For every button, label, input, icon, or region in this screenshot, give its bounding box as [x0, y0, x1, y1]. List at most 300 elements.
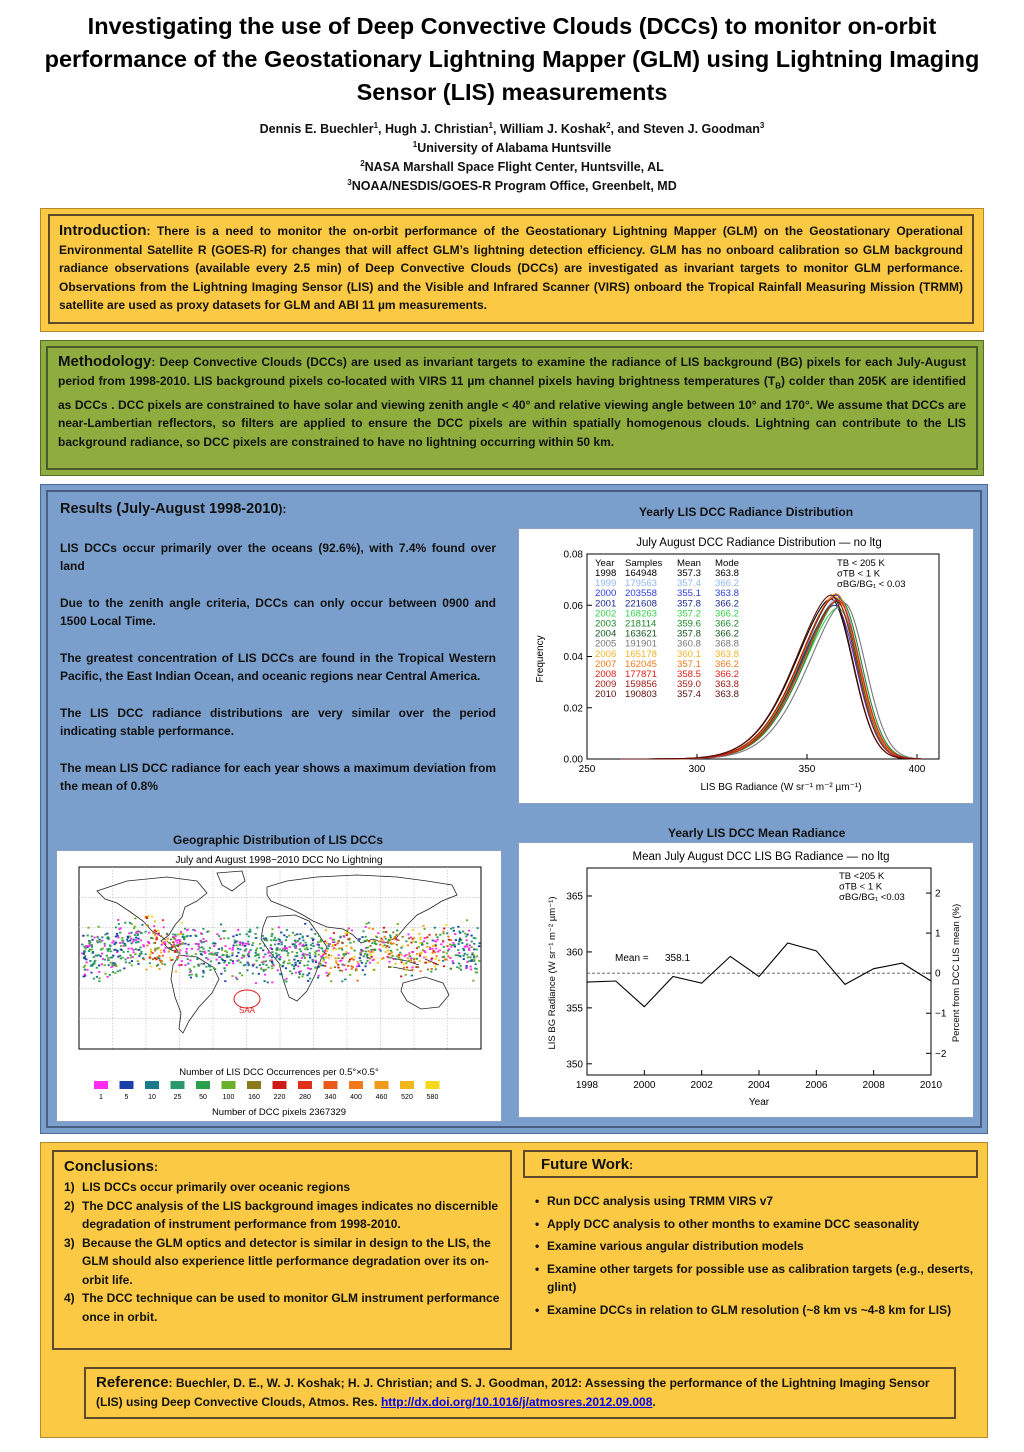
dcc-pixel [256, 948, 258, 950]
dcc-pixel [89, 942, 91, 944]
dcc-pixel [162, 955, 164, 957]
dcc-pixel [209, 969, 211, 971]
dcc-pixel [101, 963, 103, 965]
dcc-pixel [98, 954, 100, 956]
dcc-pixel [380, 938, 382, 940]
dcc-pixel [469, 956, 471, 958]
dcc-pixel [466, 939, 468, 941]
dcc-pixel [299, 948, 301, 950]
legend-swatch [298, 1081, 312, 1089]
dcc-pixel [234, 942, 236, 944]
dcc-pixel [470, 969, 472, 971]
dcc-pixel [376, 936, 378, 938]
dcc-pixel [478, 942, 480, 944]
dcc-pixel [307, 961, 309, 963]
dcc-pixel [140, 951, 142, 953]
dcc-pixel [413, 937, 415, 939]
dcc-pixel [359, 960, 361, 962]
dcc-pixel [322, 965, 324, 967]
dcc-pixel [359, 957, 361, 959]
dcc-pixel [107, 976, 109, 978]
x-axis-label: LIS BG Radiance (W sr⁻¹ m⁻² µm⁻¹) [700, 782, 862, 793]
dcc-pixel [346, 945, 348, 947]
dcc-pixel [255, 937, 257, 939]
dcc-pixel [259, 943, 261, 945]
dcc-pixel [458, 955, 460, 957]
dcc-pixel [419, 939, 421, 941]
dcc-pixel [287, 952, 289, 954]
dcc-pixel [354, 950, 356, 952]
y-tick-label: 355 [566, 1003, 583, 1015]
dcc-pixel [186, 953, 188, 955]
dcc-pixel [228, 962, 230, 964]
result-item: The mean LIS DCC radiance for each year shows a maximum deviation from the mean of 0.8% [60, 760, 496, 793]
dcc-pixel [162, 919, 164, 921]
dcc-pixel [386, 945, 388, 947]
dcc-pixel [91, 965, 93, 967]
dcc-pixel [294, 943, 296, 945]
dcc-pixel [409, 955, 411, 957]
dcc-pixel [309, 957, 311, 959]
dcc-pixel [158, 958, 160, 960]
dcc-pixel [442, 960, 444, 962]
dcc-pixel [104, 943, 106, 945]
dcc-pixel [458, 943, 460, 945]
dcc-pixel [314, 955, 316, 957]
dcc-pixel [388, 939, 390, 941]
dcc-pixel [299, 933, 301, 935]
author-line: Dennis E. Buechler$^1$, Hugh J. Christian$^1$, William J. Koshak$^2$, and Steven J. Goodman$^3$ [259, 120, 765, 136]
dcc-pixel [476, 956, 478, 958]
dcc-pixel [395, 963, 397, 965]
dcc-pixel [271, 956, 273, 958]
y2-tick-label: −1 [935, 1008, 947, 1020]
dcc-pixel [320, 939, 322, 941]
dcc-pixel [431, 948, 433, 950]
dcc-pixel [372, 959, 374, 961]
dcc-pixel [398, 957, 400, 959]
dcc-pixel [176, 945, 178, 947]
dcc-pixel [104, 964, 106, 966]
dcc-pixel [324, 941, 326, 943]
dcc-pixel [330, 980, 332, 982]
dcc-pixel [272, 954, 274, 956]
dcc-pixel [271, 935, 273, 937]
dcc-pixel [450, 968, 452, 970]
dcc-pixel [221, 954, 223, 956]
dcc-pixel [394, 936, 396, 938]
dcc-pixel [449, 957, 451, 959]
dcc-pixel [121, 937, 123, 939]
filter-text: σTB < 1 K [837, 568, 881, 580]
dcc-pixel [432, 952, 434, 954]
dcc-pixel [435, 941, 437, 943]
dcc-pixel [218, 962, 220, 964]
dcc-pixel [166, 933, 168, 935]
dcc-pixel [330, 955, 332, 957]
dcc-pixel [329, 943, 331, 945]
aff-sup: 3 [347, 177, 352, 187]
dcc-pixel [279, 973, 281, 975]
dcc-pixel [446, 932, 448, 934]
results-heading-end: ): [278, 502, 287, 516]
dcc-pixel [262, 935, 264, 937]
y2-axis-label: Percent from DCC LIS mean (%) [951, 903, 962, 1043]
dcc-pixel [381, 939, 383, 941]
dcc-pixel [452, 927, 454, 929]
dcc-pixel [270, 944, 272, 946]
dcc-pixel [473, 949, 475, 951]
dcc-pixel [119, 932, 121, 934]
dcc-pixel [184, 928, 186, 930]
author-sup: 1 [488, 120, 493, 130]
conclusions-box [52, 1150, 512, 1350]
dcc-pixel [232, 960, 234, 962]
conclusion-item [64, 1178, 500, 1197]
dcc-pixel [275, 957, 277, 959]
legend-entry-2004: 2004 [595, 628, 617, 640]
dcc-pixel [402, 936, 404, 938]
dcc-pixel [305, 942, 307, 944]
dcc-pixel [126, 939, 128, 941]
legend-entry-1999: 357.4 [677, 578, 702, 590]
conclusion-item [64, 1197, 500, 1234]
y-axis-label: LIS BG Radiance (W sr⁻¹ m⁻² µm⁻¹) [547, 896, 558, 1050]
dcc-pixel [413, 959, 415, 961]
dcc-pixel [173, 946, 175, 948]
reference-text [96, 1373, 944, 1412]
dcc-pixel [150, 966, 152, 968]
x-axis-label: Year [748, 1097, 770, 1108]
legend-value: 100 [222, 1094, 235, 1101]
dcc-pixel [154, 930, 156, 932]
dcc-pixel [318, 947, 320, 949]
legend-value: 50 [199, 1094, 207, 1101]
dcc-pixel [216, 954, 218, 956]
dcc-pixel [210, 953, 212, 955]
author-and: , and [610, 122, 640, 136]
dcc-pixel [360, 954, 362, 956]
dcc-pixel [119, 942, 121, 944]
dcc-pixel [327, 975, 329, 977]
dcc-pixel [398, 954, 400, 956]
dcc-pixel [317, 941, 319, 943]
legend-header: Year [595, 558, 615, 569]
dcc-pixel [368, 922, 370, 924]
distribution-caption: Yearly LIS DCC Radiance Distribution [638, 505, 854, 519]
dcc-pixel [149, 954, 151, 956]
dcc-pixel [95, 955, 97, 957]
dcc-pixel [396, 930, 398, 932]
dcc-pixel [174, 934, 176, 936]
dcc-pixel [94, 960, 96, 962]
dcc-pixel [108, 938, 110, 940]
dcc-pixel [442, 941, 444, 943]
dcc-pixel [390, 942, 392, 944]
legend-entry-2008: 2008 [595, 669, 617, 680]
legend-entry-2008: 366.2 [715, 669, 740, 680]
dcc-pixel [154, 921, 156, 923]
dcc-pixel [368, 941, 370, 943]
dcc-pixel [408, 937, 410, 939]
dcc-pixel [367, 957, 369, 959]
dcc-pixel [437, 939, 439, 941]
reference-link[interactable]: http://dx.doi.org/10.1016/j/atmosres.2012.09.008 [380, 1395, 653, 1409]
dcc-pixel [448, 939, 450, 941]
dcc-pixel [220, 924, 222, 926]
dcc-pixel [202, 951, 204, 953]
dcc-pixel [112, 971, 114, 973]
dcc-pixel [362, 930, 364, 932]
dcc-pixel [434, 927, 436, 929]
geo-map-svg [57, 851, 501, 1121]
conclusions-list [64, 1178, 500, 1326]
dcc-pixel [167, 938, 169, 940]
dcc-pixel [449, 944, 451, 946]
legend-entry-2007: 357.1 [677, 658, 702, 670]
filter-text: σBG/BG₁ < 0.03 [837, 579, 906, 590]
dcc-pixel [107, 936, 109, 938]
dcc-pixel [189, 960, 191, 962]
dcc-pixel [269, 960, 271, 962]
dcc-pixel [149, 962, 151, 964]
y-tick-label: 0.02 [563, 703, 583, 715]
dcc-pixel [366, 947, 368, 949]
mean-caption: Yearly LIS DCC Mean Radiance [668, 826, 846, 840]
dcc-pixel [177, 939, 179, 941]
dcc-pixel [435, 948, 437, 950]
aff-sup: 2 [360, 158, 365, 168]
legend-entry-2000: 363.8 [715, 588, 740, 600]
dcc-pixel [249, 929, 251, 931]
dcc-pixel [334, 966, 336, 968]
dcc-pixel [405, 940, 407, 942]
legend-swatch [145, 1081, 159, 1089]
legend-entry-1999: 366.2 [715, 578, 740, 590]
dcc-pixel [169, 957, 171, 959]
dcc-pixel [477, 927, 479, 929]
legend-entry-2005: 191901 [625, 638, 658, 650]
dcc-pixel [462, 948, 464, 950]
legend-value: 340 [324, 1094, 337, 1101]
dcc-pixel [177, 952, 179, 954]
dcc-pixel [312, 961, 314, 963]
dcc-pixel [101, 953, 103, 955]
legend-swatch [324, 1081, 338, 1089]
dcc-pixel [135, 939, 137, 941]
dcc-pixel [187, 944, 189, 946]
dcc-pixel [468, 949, 470, 951]
dcc-pixel [325, 929, 327, 931]
x-tick-label: 2004 [747, 1080, 771, 1091]
legend-entry-2007: 366.2 [715, 658, 740, 670]
dcc-pixel [353, 941, 355, 943]
dcc-pixel [285, 967, 287, 969]
dcc-pixel [110, 962, 112, 964]
dcc-pixel [429, 948, 431, 950]
dcc-pixel [400, 976, 402, 978]
dcc-pixel [315, 967, 317, 969]
introduction-heading: Introduction [59, 222, 147, 239]
dcc-pixel [117, 935, 119, 937]
dcc-pixel [117, 956, 119, 958]
legend-value: 1 [99, 1094, 103, 1101]
dcc-pixel [267, 982, 269, 984]
dcc-pixel [152, 932, 154, 934]
dcc-pixel [402, 945, 404, 947]
dcc-pixel [364, 953, 366, 955]
conclusion-num: 4) [64, 1291, 75, 1305]
aff-text: NASA Marshall Space Flight Center, Huntsville, AL [364, 160, 664, 174]
dcc-pixel [230, 959, 232, 961]
dcc-pixel [159, 960, 161, 962]
dcc-pixel [161, 944, 163, 946]
dcc-pixel [248, 936, 250, 938]
dcc-pixel [352, 966, 354, 968]
distribution-chart [518, 528, 974, 804]
dcc-pixel [388, 953, 390, 955]
dcc-pixel [185, 951, 187, 953]
dcc-pixel [178, 949, 180, 951]
dcc-pixel [137, 934, 139, 936]
dcc-pixel [168, 951, 170, 953]
dcc-pixel [447, 956, 449, 958]
dcc-pixel [182, 934, 184, 936]
dcc-pixel [473, 937, 475, 939]
dcc-pixel [183, 938, 185, 940]
dcc-pixel [338, 940, 340, 942]
dcc-pixel [203, 948, 205, 950]
dcc-pixel [124, 922, 126, 924]
dcc-pixel [284, 945, 286, 947]
dcc-pixel [180, 931, 182, 933]
future-work-header [523, 1150, 978, 1178]
dcc-pixel [190, 935, 192, 937]
dcc-pixel [187, 929, 189, 931]
dcc-pixel [466, 943, 468, 945]
legend-value: 220 [273, 1094, 286, 1101]
dcc-pixel [97, 937, 99, 939]
legend-value: 520 [401, 1094, 413, 1101]
dcc-pixel [419, 955, 421, 957]
dcc-pixel [101, 936, 103, 938]
conclusion-text: The DCC analysis of the LIS background images indicates no discernible degradation of instrument performance from 1998-2010. [82, 1198, 499, 1231]
dcc-pixel [84, 974, 86, 976]
dcc-pixel [429, 947, 431, 949]
dcc-pixel [302, 973, 304, 975]
dcc-pixel [236, 955, 238, 957]
dcc-pixel [281, 950, 283, 952]
dcc-pixel [205, 966, 207, 968]
dcc-pixel [216, 933, 218, 935]
dcc-pixel [148, 915, 150, 917]
dcc-pixel [240, 962, 242, 964]
dcc-pixel [287, 963, 289, 965]
x-tick-label: 1998 [575, 1080, 599, 1091]
dcc-pixel [128, 932, 130, 934]
conclusion-num: 2) [64, 1198, 75, 1213]
dcc-pixel [345, 953, 347, 955]
aff-text: NOAA/NESDIS/GOES-R Program Office, Greenbelt, MD [351, 179, 677, 193]
methodology-heading: Methodology [58, 353, 152, 370]
dcc-pixel [314, 933, 316, 935]
dcc-pixel [135, 948, 137, 950]
dcc-pixel [202, 928, 204, 930]
dcc-pixel [237, 929, 239, 931]
dcc-pixel [176, 942, 178, 944]
dcc-pixel [170, 939, 172, 941]
dcc-pixel [294, 962, 296, 964]
dcc-pixel [140, 932, 142, 934]
future-item: • Examine DCCs in relation to GLM resolution (~8 km vs ~4-8 km for LIS) [535, 1301, 975, 1320]
dcc-pixel [457, 949, 459, 951]
dcc-pixel [364, 940, 366, 942]
dcc-pixel [275, 940, 277, 942]
future-work-box [535, 1192, 975, 1323]
dcc-pixel [87, 935, 89, 937]
dcc-pixel [276, 949, 278, 951]
dcc-pixel [370, 954, 372, 956]
dcc-pixel [361, 962, 363, 964]
dcc-pixel [431, 958, 433, 960]
dcc-pixel [142, 944, 144, 946]
author-sup: 1 [373, 120, 379, 130]
dcc-pixel [113, 949, 115, 951]
dcc-pixel [155, 948, 157, 950]
legend-header: Mode [715, 558, 739, 569]
mean-label: Mean = [615, 953, 649, 965]
dcc-pixel [403, 963, 405, 965]
dcc-pixel [318, 954, 320, 956]
dcc-pixel [371, 942, 373, 944]
dcc-pixel [242, 942, 244, 944]
dcc-pixel [195, 943, 197, 945]
dcc-pixel [412, 941, 414, 943]
dcc-pixel [435, 958, 437, 960]
dcc-pixel [188, 974, 190, 976]
dcc-pixel [281, 941, 283, 943]
dcc-pixel [296, 933, 298, 935]
dcc-pixel [310, 948, 312, 950]
legend-entry-2006: 2006 [595, 648, 617, 660]
dcc-pixel [224, 945, 226, 947]
dcc-pixel [104, 973, 106, 975]
dcc-pixel [109, 974, 111, 976]
dcc-pixel [303, 965, 305, 967]
dcc-pixel [397, 939, 399, 941]
dcc-pixel [199, 951, 201, 953]
dcc-pixel [276, 955, 278, 957]
methodology-body: : Deep Convective Clouds (DCCs) are used as invariant targets to examine the radiance of LIS background (BG) pixels for each July-August period from 1998-2010. LIS background pixels co-located with VIRS 11 µm channel pixels having brightness temperatures (T [58, 355, 966, 388]
methodology-body-2: ) colder than 205K are identified as DCCs . DCC pixels are constrained to have solar and viewing zenith angle < 40° and relative viewing angle between 10° and 170°. We assume that DCCs are near-Lambertian reflectors, so filters are applied to ensure the DCC pixels are within spatially homogenous clouds. Lightning can contribute to the LIS background radiance, so DCC pixels are constrained to have no lightning occurring within 50 km. [58, 373, 966, 449]
dcc-pixel [334, 944, 336, 946]
dcc-pixel [453, 930, 455, 932]
future-heading [541, 1156, 960, 1173]
dcc-pixel [145, 953, 147, 955]
dcc-pixel [337, 957, 339, 959]
dcc-pixel [323, 959, 325, 961]
dcc-pixel [115, 965, 117, 967]
dcc-pixel [260, 968, 262, 970]
x-tick-label: 400 [908, 764, 926, 775]
reference-box [84, 1367, 956, 1419]
dcc-pixel [450, 939, 452, 941]
dcc-pixel [400, 954, 402, 956]
dcc-pixel [396, 955, 398, 957]
dcc-pixel [148, 942, 150, 944]
y-tick-label: 0.00 [563, 754, 583, 766]
dcc-pixel [222, 930, 224, 932]
